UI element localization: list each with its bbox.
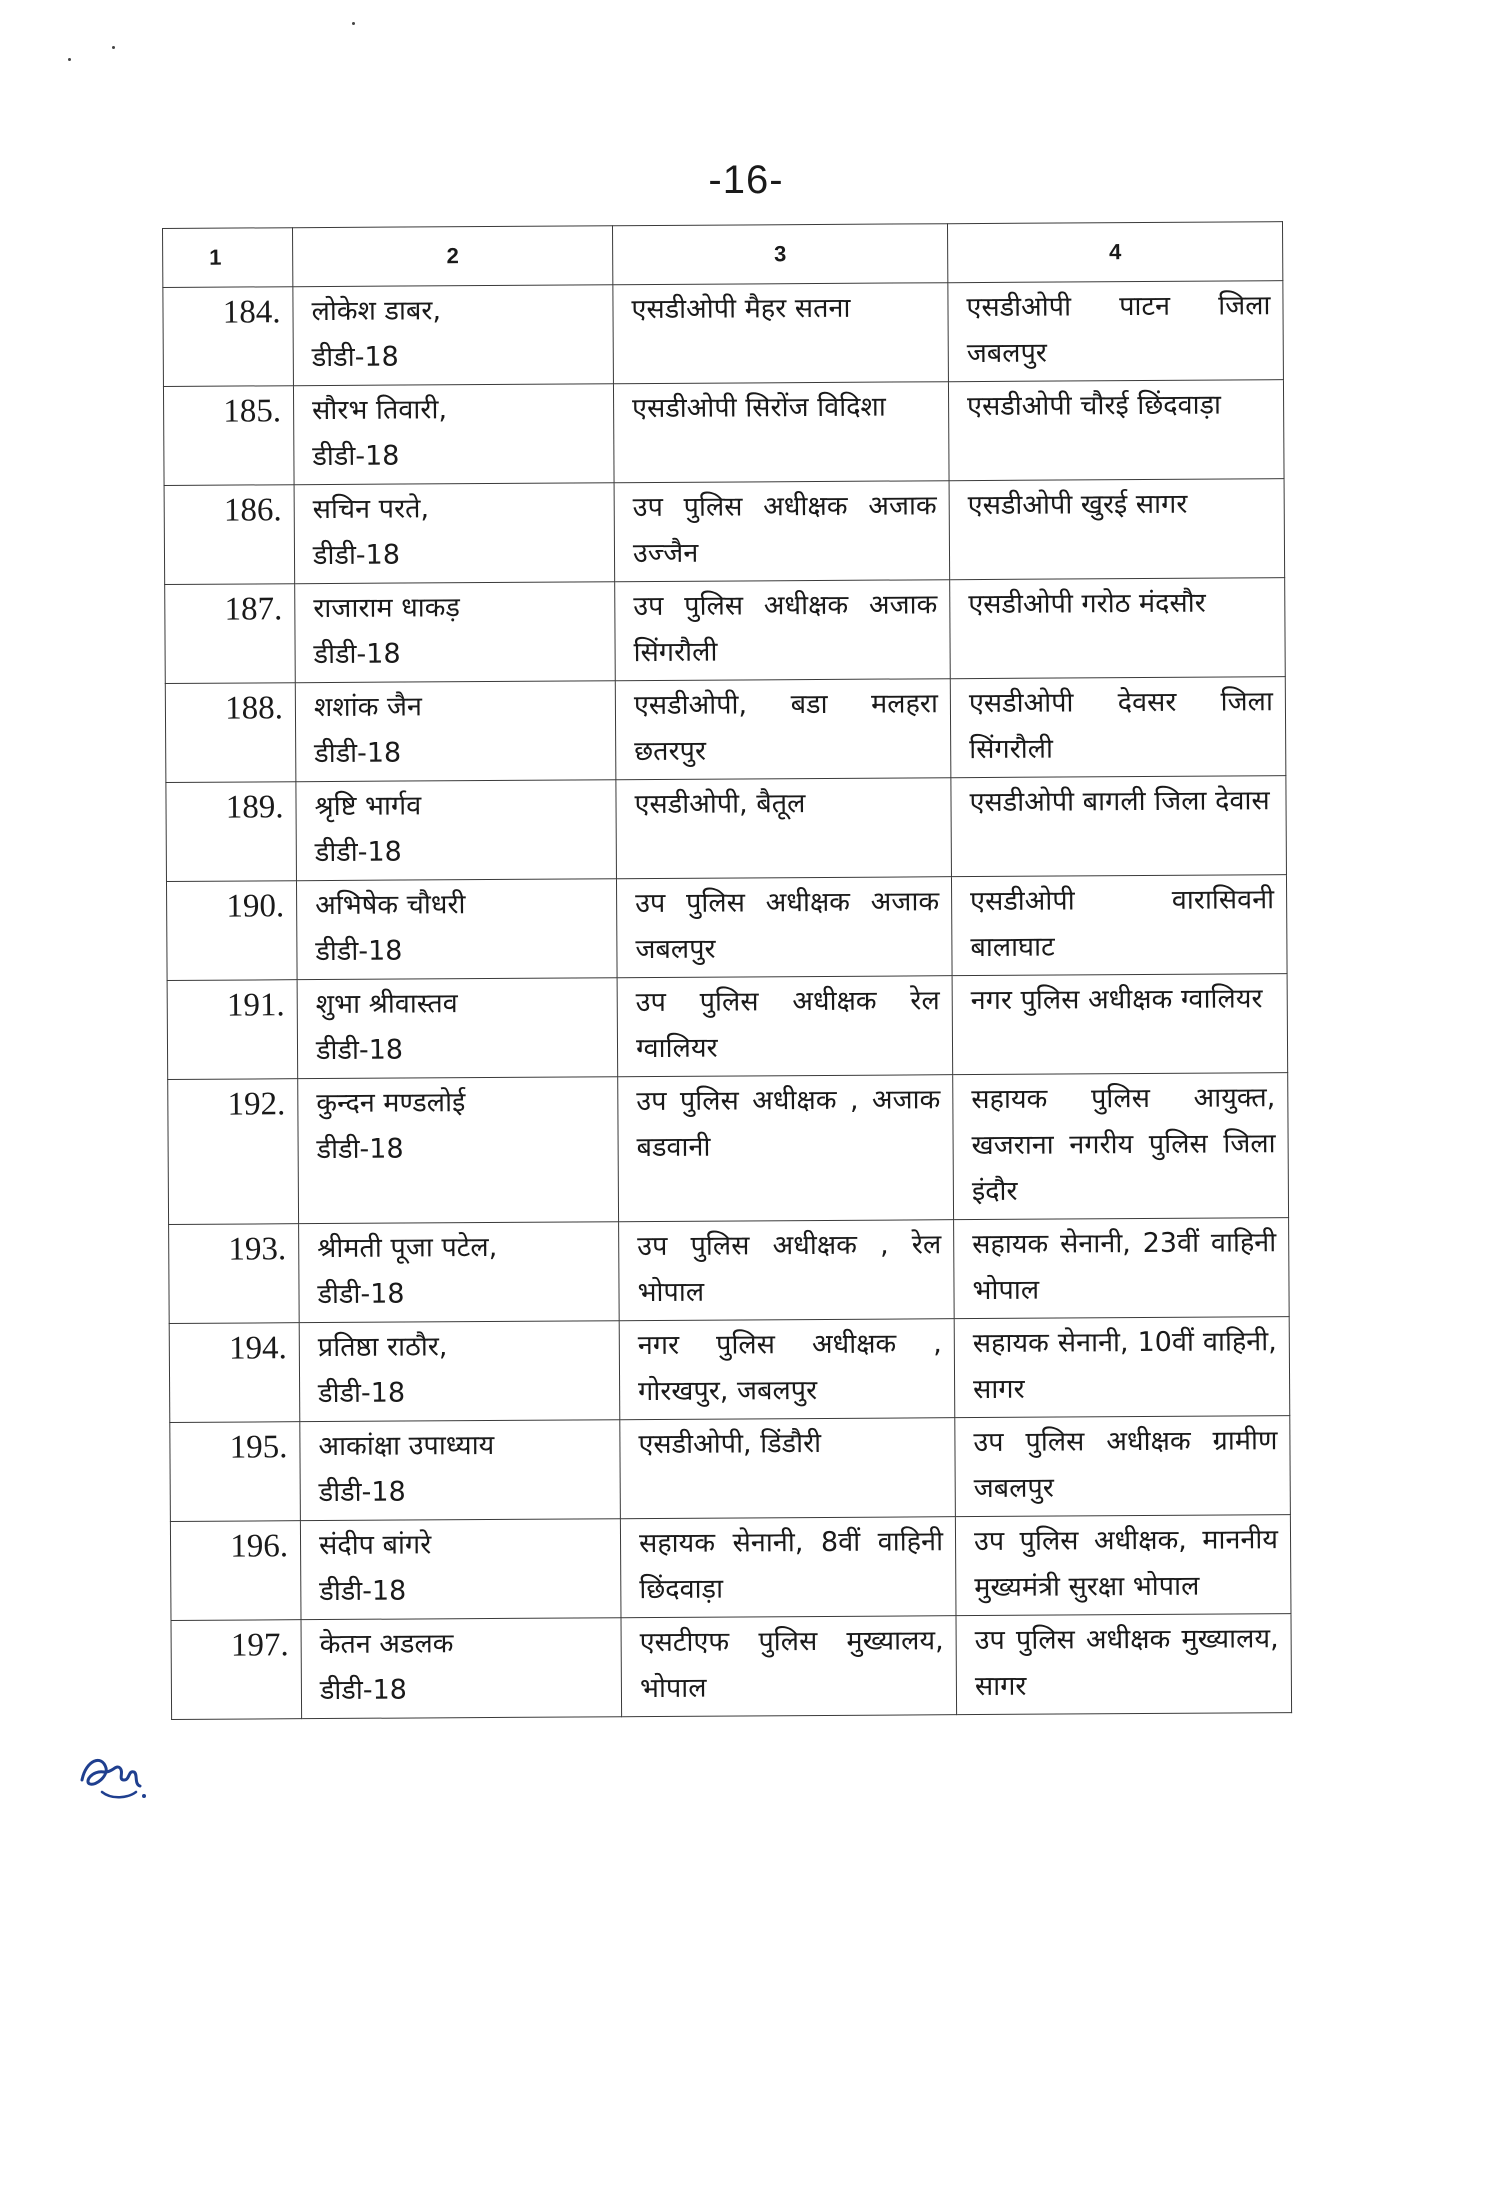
- officer-batch: डीडी-18: [318, 1377, 406, 1410]
- officer-cell: [296, 879, 617, 980]
- new-posting: उप पुलिस अधीक्षक ग्रामीण जबलपुर: [955, 1416, 1291, 1517]
- officer-cell: [300, 1420, 621, 1521]
- column-header-4: 4: [947, 222, 1282, 283]
- table-row: [171, 1614, 1292, 1720]
- officer-cell: [297, 978, 618, 1079]
- table-header-row: [163, 222, 1283, 288]
- serial-number: 188.: [165, 683, 296, 783]
- current-posting: एसटीएफ पुलिस मुख्यालय, भोपाल: [621, 1616, 957, 1717]
- table-row: [170, 1416, 1291, 1522]
- current-posting: उप पुलिस अधीक्षक अजाक उज्जैन: [614, 481, 950, 582]
- officer-name: सचिन परते,: [312, 493, 430, 526]
- officer-name: कुन्दन मण्डलोई: [316, 1087, 466, 1120]
- serial-number: 187.: [165, 584, 296, 684]
- current-posting: उप पुलिस अधीक्षक रेल ग्वालियर: [617, 976, 953, 1077]
- officer-cell: [299, 1321, 620, 1422]
- current-posting: उप पुलिस अधीक्षक , रेल भोपाल: [619, 1220, 955, 1321]
- new-posting: एसडीओपी पाटन जिला जबलपुर: [948, 281, 1284, 382]
- officer-cell: [294, 483, 615, 584]
- column-header-2: 2: [293, 226, 613, 287]
- scan-speck: [68, 58, 71, 61]
- new-posting: सहायक सेनानी, 10वीं वाहिनी, सागर: [954, 1317, 1290, 1418]
- new-posting: एसडीओपी खुरई सागर: [949, 479, 1285, 580]
- table-row: [166, 776, 1287, 882]
- table-row: [164, 479, 1285, 585]
- serial-number: 196.: [170, 1521, 301, 1621]
- serial-number: 193.: [169, 1224, 300, 1324]
- current-posting: एसडीओपी सिरोंज विदिशा: [613, 382, 949, 483]
- officer-batch: डीडी-18: [316, 1133, 404, 1166]
- table-row: [165, 578, 1286, 684]
- table-row: [167, 974, 1288, 1080]
- officer-name: राजाराम धाकड़: [313, 592, 461, 625]
- serial-number: 192.: [168, 1079, 299, 1225]
- table-row: [163, 380, 1284, 486]
- table-row: [168, 1073, 1289, 1225]
- officer-name: लोकेश डाबर,: [311, 295, 442, 328]
- officer-batch: डीडी-18: [315, 935, 403, 968]
- officer-cell: [295, 582, 616, 683]
- officer-batch: डीडी-18: [317, 1278, 405, 1311]
- new-posting: सहायक पुलिस आयुक्त, खजराना नगरीय पुलिस जिला इंदौर: [953, 1073, 1289, 1220]
- column-header-3: 3: [612, 224, 947, 285]
- table-row: [163, 281, 1284, 387]
- officer-batch: डीडी-18: [319, 1575, 407, 1608]
- new-posting: सहायक सेनानी, 23वीं वाहिनी भोपाल: [954, 1218, 1290, 1319]
- serial-number: 186.: [164, 485, 295, 585]
- current-posting: एसडीओपी, बैतूल: [616, 778, 952, 879]
- table-row: [166, 875, 1287, 981]
- officer-name: संदीप बांगरे: [318, 1529, 432, 1562]
- officer-batch: डीडी-18: [311, 341, 399, 374]
- current-posting: उप पुलिस अधीक्षक , अजाक बडवानी: [618, 1075, 954, 1222]
- current-posting: उप पुलिस अधीक्षक अजाक जबलपुर: [616, 877, 952, 978]
- officer-name: श्रृष्टि भार्गव: [314, 790, 422, 823]
- officer-cell: [300, 1519, 621, 1620]
- signature-initials: [72, 1740, 152, 1810]
- page-number: -16-: [708, 158, 784, 202]
- officer-cell: [299, 1222, 620, 1323]
- officer-batch: डीडी-18: [315, 1034, 404, 1067]
- scan-speck: [352, 22, 355, 25]
- serial-number: 197.: [171, 1620, 302, 1720]
- officer-batch: डीडी-18: [314, 836, 402, 869]
- table-row: [170, 1515, 1291, 1621]
- serial-number: 184.: [163, 287, 294, 387]
- new-posting: एसडीओपी चौरई छिंदवाड़ा: [948, 380, 1284, 481]
- serial-number: 191.: [167, 980, 298, 1080]
- officer-name: शशांक जैन: [313, 691, 423, 724]
- new-posting: नगर पुलिस अधीक्षक ग्वालियर: [952, 974, 1288, 1075]
- table-row: [169, 1317, 1290, 1423]
- officer-cell: [293, 285, 614, 386]
- officer-cell: [295, 681, 616, 782]
- current-posting: सहायक सेनानी, 8वीं वाहिनी छिंदवाड़ा: [620, 1517, 956, 1618]
- officer-name: श्रीमती पूजा पटेल,: [317, 1231, 498, 1265]
- officer-batch: डीडी-18: [318, 1476, 406, 1509]
- table-body: [163, 281, 1292, 1720]
- new-posting: उप पुलिस अधीक्षक, माननीय मुख्यमंत्री सुरक्षा भोपाल: [955, 1515, 1291, 1616]
- officer-batch: डीडी-18: [312, 440, 400, 473]
- officer-batch: डीडी-18: [312, 539, 401, 572]
- serial-number: 195.: [170, 1422, 301, 1522]
- transfer-table-wrapper: [162, 221, 1291, 1720]
- officer-name: अभिषेक चौधरी: [315, 889, 466, 922]
- serial-number: 185.: [163, 386, 294, 486]
- officer-batch: डीडी-18: [314, 737, 402, 770]
- new-posting: उप पुलिस अधीक्षक मुख्यालय, सागर: [956, 1614, 1292, 1715]
- officer-cell: [301, 1618, 622, 1719]
- table-row: [165, 677, 1286, 783]
- serial-number: 189.: [166, 782, 297, 882]
- serial-number: 190.: [166, 881, 297, 981]
- serial-number: 194.: [169, 1323, 300, 1423]
- officer-name: शुभा श्रीवास्तव: [315, 988, 458, 1021]
- table-row: [169, 1218, 1290, 1324]
- current-posting: एसडीओपी मैहर सतना: [613, 283, 949, 384]
- officer-cell: [298, 1077, 619, 1224]
- officer-name: प्रतिष्ठा राठौर,: [317, 1331, 448, 1364]
- current-posting: उप पुलिस अधीक्षक अजाक सिंगरौली: [615, 580, 951, 681]
- new-posting: एसडीओपी बागली जिला देवास: [951, 776, 1287, 877]
- column-header-1: 1: [163, 228, 293, 288]
- transfer-table: [162, 221, 1292, 1720]
- new-posting: एसडीओपी देवसर जिला सिंगरौली: [950, 677, 1286, 778]
- officer-cell: [296, 780, 617, 881]
- current-posting: एसडीओपी, बडा मलहरा छतरपुर: [615, 679, 951, 780]
- new-posting: एसडीओपी गरोठ मंदसौर: [950, 578, 1286, 679]
- officer-name: सौरभ तिवारी,: [312, 394, 448, 427]
- current-posting: नगर पुलिस अधीक्षक , गोरखपुर, जबलपुर: [619, 1319, 955, 1420]
- officer-cell: [293, 384, 614, 485]
- officer-batch: डीडी-18: [319, 1674, 408, 1707]
- new-posting: एसडीओपी वारासिवनी बालाघाट: [951, 875, 1287, 976]
- officer-name: केतन अडलक: [319, 1628, 454, 1661]
- scan-speck: [112, 46, 115, 49]
- officer-batch: डीडी-18: [313, 638, 401, 671]
- officer-name: आकांक्षा उपाध्याय: [318, 1429, 495, 1463]
- current-posting: एसडीओपी, डिंडौरी: [620, 1418, 956, 1519]
